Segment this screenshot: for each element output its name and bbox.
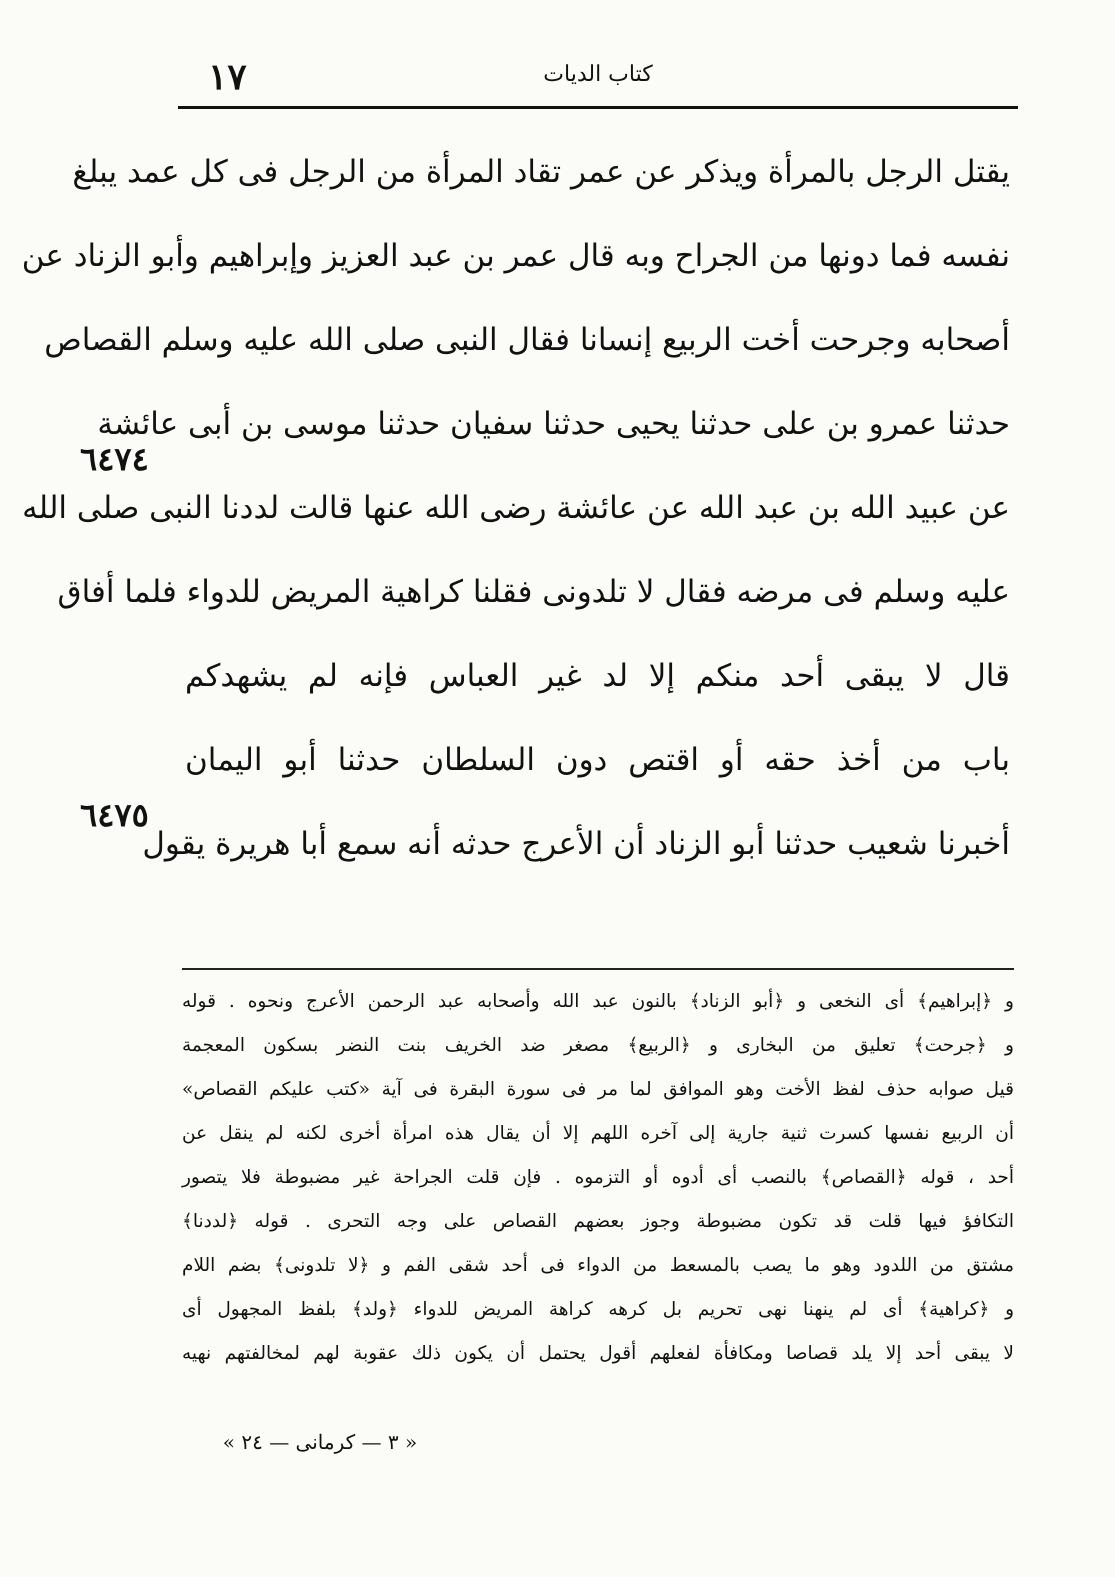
footnotes [182, 980, 1014, 1376]
main-text-line: أخبرنا شعيب حدثنا أبو الزناد أن الأعرج حدثه أنه سمع أبا هريرة يقول [142, 826, 1010, 862]
footnote-line: قيل صوابه حذف لفظ الأخت وهو الموافق لما مر فى سورة البقرة فى آية «كتب عليكم القصاص» [182, 1079, 1014, 1100]
footnote-rule [182, 968, 1014, 970]
footnote-line: و ﴿كراهية﴾ أى لم ينهنا نهى تحريم بل كرهه كراهة المريض للدواء ﴿ولد﴾ بلفظ المجهول أى [182, 1299, 1014, 1320]
header-rule [178, 106, 1018, 109]
footnote-line: مشتق من اللدود وهو ما يصب بالمسعط من الدواء فى أحد شقى الفم و ﴿لا تلدونى﴾ بضم اللام [182, 1255, 1014, 1276]
main-text-line: عليه وسلم فى مرضه فقال لا تلدونى فقلنا كراهية المريض للدواء فلما أفاق [57, 574, 1010, 610]
signature-mark: « ٣ — كرمانى — ٢٤ » [222, 1430, 418, 1454]
footnote-line: أن الربيع نفسها كسرت ثنية جارية إلى آخره اللهم إلا أن يقال هذه امرأة أخرى لكنه لم ينقل عن [182, 1123, 1014, 1144]
main-text-line: يقتل الرجل بالمرأة ويذكر عن عمر تقاد المرأة من الرجل فى كل عمد يبلغ [72, 154, 1010, 190]
footnote-line: لا يبقى أحد إلا يلد قصاصا ومكافأة لفعلهم أقول يحتمل أن يكون ذلك عقوبة لهم لمخالفتهم نهيه [182, 1343, 1014, 1364]
main-text-line: عن عبيد الله بن عبد الله عن عائشة رضى الله عنها قالت لددنا النبى صلى الله [22, 490, 1010, 526]
main-text-line: قال لا يبقى أحد منكم إلا لد غير العباس فإنه لم يشهدكم [185, 658, 1010, 694]
footnote-line: و ﴿إبراهيم﴾ أى النخعى و ﴿أبو الزناد﴾ بالنون عبد الله وأصحابه عبد الرحمن الأعرج ونحوه . قوله [182, 991, 1014, 1012]
footnote-line: التكافؤ فيها قلت قد تكون مضبوطة وجوز بعضهم القصاص على وجه التحرى . قوله ﴿لددنا﴾ [182, 1211, 1014, 1232]
main-text-line: نفسه فما دونها من الجراح وبه قال عمر بن عبد العزيز وإبراهيم وأبو الزناد عن [21, 238, 1010, 274]
hadith-number: ٦٤٧٥ [80, 796, 149, 834]
page-header [178, 52, 1018, 104]
running-title: كتاب الديات [543, 62, 653, 87]
main-text-line: أصحابه وجرحت أخت الربيع إنسانا فقال النبى صلى الله عليه وسلم القصاص [44, 322, 1010, 358]
footnote-line: و ﴿جرحت﴾ تعليق من البخارى و ﴿الربيع﴾ مصغر ضد الخريف بنت النضر بسكون المعجمة [182, 1035, 1014, 1056]
hadith-number: ٦٤٧٤ [80, 440, 149, 478]
main-text-line: حدثنا عمرو بن على حدثنا يحيى حدثنا سفيان حدثنا موسى بن أبى عائشة [97, 406, 1010, 442]
main-text-line: باب من أخذ حقه أو اقتص دون السلطان حدثنا أبو اليمان [185, 742, 1010, 778]
footnote-line: أحد ، قوله ﴿القصاص﴾ بالنصب أى أدوه أو التزموه . فإن قلت الجراحة غير مضبوطة فلا يتصور [182, 1167, 1014, 1188]
page-number: ١٧ [208, 56, 247, 98]
